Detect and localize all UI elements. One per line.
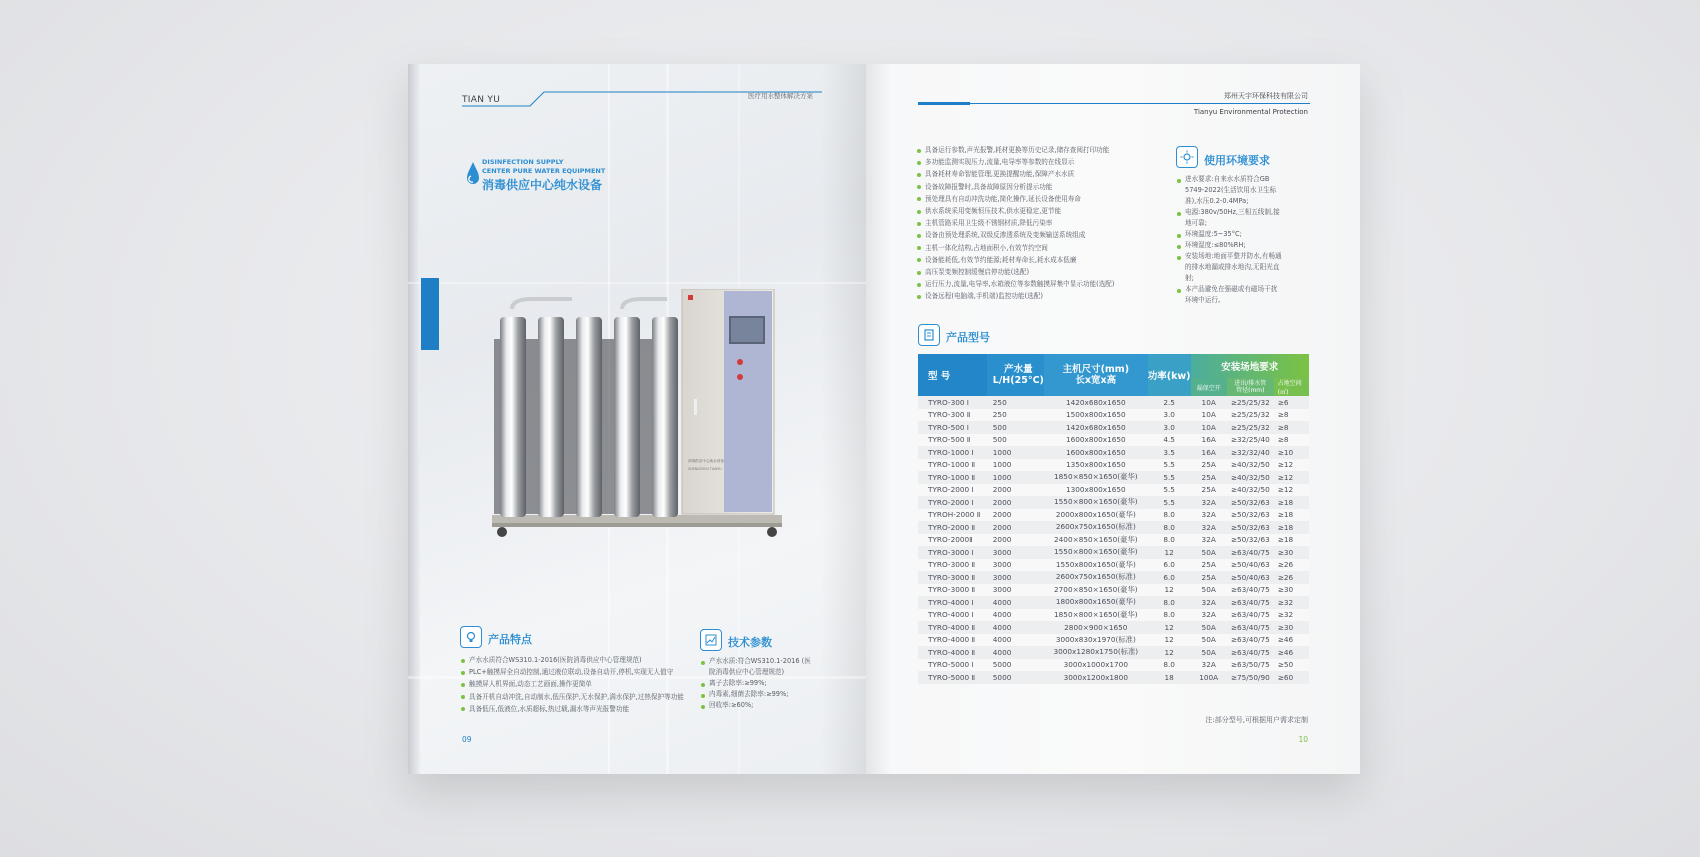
table-cell: 3000 <box>987 571 1044 584</box>
table-row <box>918 634 1309 647</box>
table-cell: TYRO-1000 Ⅰ <box>918 446 987 459</box>
table-cell: ≥32/32/40 <box>1227 446 1274 459</box>
table-cell: 2800×900×1650 <box>1044 621 1148 634</box>
table-cell: TYRO-3000 Ⅱ <box>918 571 987 584</box>
table-cell: ≥63/40/75 <box>1227 584 1274 597</box>
table-cell: 32A <box>1191 596 1227 609</box>
table-row <box>918 546 1309 559</box>
header-size: 主机尺寸(mm) 长x宽x高 <box>1044 354 1148 396</box>
table-cell: ≥30 <box>1274 546 1309 559</box>
table-cell: TYRO-1000 Ⅱ <box>918 459 987 472</box>
table-cell: 1550×800×1650(豪华) <box>1044 496 1148 509</box>
header-install: 安装场地要求 <box>1191 354 1309 378</box>
table-cell: ≥63/50/75 <box>1227 659 1274 672</box>
brand-name: TIAN YU <box>462 95 501 105</box>
tech-list <box>700 656 812 711</box>
table-cell: TYRO-3000 Ⅱ <box>918 559 987 572</box>
table-cell: 500 <box>987 421 1044 434</box>
table-cell: 250 <box>987 409 1044 422</box>
chart-doc-icon <box>700 629 722 651</box>
table-cell: 12 <box>1148 584 1191 597</box>
table-cell: 50A <box>1191 584 1227 597</box>
table-cell: 1850×850×1650(豪华) <box>1044 471 1148 484</box>
right-features-list <box>916 144 1114 303</box>
table-row <box>918 609 1309 622</box>
table-cell: 2600x750x1650(标准) <box>1044 521 1148 534</box>
table-row <box>918 434 1309 447</box>
page-number: 10 <box>1298 735 1308 744</box>
table-cell: 4000 <box>987 646 1044 659</box>
table-cell: ≥60 <box>1274 671 1309 684</box>
list-item: 运行压力,流量,电导率,水箱液位等参数触摸屏集中显示功能(选配) <box>916 278 1114 290</box>
header-line <box>970 103 1310 104</box>
table-cell: 8.0 <box>1148 596 1191 609</box>
table-cell: ≥30 <box>1274 621 1309 634</box>
list-item: 设备故障报警时,具备故障原因分析提示功能 <box>916 181 1114 193</box>
header-power: 功率(kw) <box>1148 354 1191 396</box>
table-cell: 2000 <box>987 484 1044 497</box>
list-item: 电源:380v/50Hz,三相五线制,接地可靠; <box>1176 207 1282 229</box>
header-pipe: 进出/排水管 管径(mm) <box>1227 378 1274 396</box>
table-cell: 3000x830x1970(标准) <box>1044 634 1148 647</box>
table-cell: ≥32 <box>1274 609 1309 622</box>
blue-accent-tab <box>421 278 439 350</box>
list-item: 具备运行参数,声光报警,耗材更换等历史记录,储存查阅打印功能 <box>916 144 1114 156</box>
list-item: 具备低压,低液位,水质超标,热过载,漏水等声光报警功能 <box>460 703 684 715</box>
table-cell: 1000 <box>987 446 1044 459</box>
list-item: 安装场地:地面平整并防水,有畅通的排水地漏或排水地沟,无阳光直射; <box>1176 251 1282 284</box>
company-name-en: Tianyu Environmental Protection <box>1193 108 1308 116</box>
table-cell: 1000 <box>987 459 1044 472</box>
table-cell: ≥18 <box>1274 496 1309 509</box>
table-cell: 25A <box>1191 559 1227 572</box>
table-cell: ≥8 <box>1274 421 1309 434</box>
table-cell: 5.5 <box>1148 484 1191 497</box>
header-accent-bar <box>918 102 970 105</box>
features-list <box>460 654 684 715</box>
table-cell: ≥12 <box>1274 471 1309 484</box>
table-cell: ≥63/40/75 <box>1227 609 1274 622</box>
table-cell: ≥46 <box>1274 634 1309 647</box>
table-cell: ≥50/32/63 <box>1227 534 1274 547</box>
table-cell: 2700×850×1650(豪华) <box>1044 584 1148 597</box>
table-cell: 32A <box>1191 609 1227 622</box>
table-cell: TYRO-2000Ⅱ <box>918 534 987 547</box>
table-cell: 3.0 <box>1148 409 1191 422</box>
features-title: 产品特点 <box>488 633 532 646</box>
table-cell: ≥63/40/75 <box>1227 596 1274 609</box>
table-cell: TYRO-500 Ⅱ <box>918 434 987 447</box>
header-leak: 漏保空开 <box>1191 378 1227 396</box>
header-model: 型 号 <box>918 354 987 396</box>
table-cell: 32A <box>1191 521 1227 534</box>
list-item: 产水水质符合WS310.1-2016(医院消毒供应中心管理规范) <box>460 654 684 666</box>
table-cell: ≥40/32/50 <box>1227 484 1274 497</box>
machine-label-1: 消毒供应中心纯水设备 <box>688 459 724 463</box>
table-cell: 1420x680x1650 <box>1044 396 1148 409</box>
product-title-en: DISINFECTION SUPPLY CENTER PURE WATER EQUIPMENT <box>482 158 606 175</box>
header-flow: 产水量 L/H(25°C) <box>987 354 1044 396</box>
table-cell: 250 <box>987 396 1044 409</box>
table-cell: 3000 <box>987 546 1044 559</box>
table-cell: 25A <box>1191 459 1227 472</box>
table-cell: 1350x800x1650 <box>1044 459 1148 472</box>
list-item: 回收率:≥60%; <box>700 700 812 711</box>
list-item: 设备由预处理系统,双级反渗透系统及变频输送系统组成 <box>916 229 1114 241</box>
list-item: 具备耗材寿命智能管理,更换提醒功能,保障产水水质 <box>916 168 1114 180</box>
list-item: 具备开机自动冲洗,自动制水,低压保护,无水保护,满水保护,过热保护等功能 <box>460 691 684 703</box>
table-cell: 32A <box>1191 509 1227 522</box>
table-cell: 6.0 <box>1148 571 1191 584</box>
list-item: 预处理具有自动冲洗功能,简化操作,延长设备使用寿命 <box>916 193 1114 205</box>
list-item: 设备能耗低,有效节约能源;耗材寿命长,耗水成本低廉 <box>916 254 1114 266</box>
table-cell: 10A <box>1191 396 1227 409</box>
table-cell: 18 <box>1148 671 1191 684</box>
table-cell: ≥50 <box>1274 659 1309 672</box>
table-cell: TYRO-4000 Ⅱ <box>918 634 987 647</box>
table-cell: TYRO-4000 Ⅰ <box>918 596 987 609</box>
table-cell: 50A <box>1191 646 1227 659</box>
table-cell: 12 <box>1148 646 1191 659</box>
table-cell: TYRO-2000 Ⅱ <box>918 521 987 534</box>
table-cell: TYRO-4000 Ⅱ <box>918 646 987 659</box>
table-title: 产品型号 <box>946 331 990 344</box>
table-cell: TYRO-5000 Ⅰ <box>918 659 987 672</box>
table-cell: TYRO-500 Ⅰ <box>918 421 987 434</box>
table-cell: 12 <box>1148 634 1191 647</box>
table-cell: 8.0 <box>1148 521 1191 534</box>
table-row <box>918 671 1309 684</box>
table-cell: ≥25/25/32 <box>1227 421 1274 434</box>
list-item: 内毒素,细菌去除率:≥99%; <box>700 689 812 700</box>
list-item: 离子去除率:≥99%; <box>700 678 812 689</box>
table-cell: 6.0 <box>1148 559 1191 572</box>
table-cell: 16A <box>1191 434 1227 447</box>
table-cell: ≥46 <box>1274 646 1309 659</box>
table-cell: ≥32/25/40 <box>1227 434 1274 447</box>
list-item: 本产品避免在强磁或有磁场干扰环境中运行。 <box>1176 284 1282 306</box>
product-model-table <box>918 354 1309 684</box>
table-cell: ≥30 <box>1274 584 1309 597</box>
table-cell: TYRO-1000 Ⅱ <box>918 471 987 484</box>
table-row <box>918 571 1309 584</box>
table-cell: 1300x800x1650 <box>1044 484 1148 497</box>
table-cell: 5.5 <box>1148 471 1191 484</box>
env-title: 使用环境要求 <box>1204 154 1270 167</box>
table-row <box>918 496 1309 509</box>
table-cell: TYRO-300 Ⅰ <box>918 396 987 409</box>
table-cell: 5.5 <box>1148 496 1191 509</box>
table-cell: 16A <box>1191 446 1227 459</box>
table-cell: 3000x1200x1800 <box>1044 671 1148 684</box>
table-cell: 5000 <box>987 671 1044 684</box>
table-cell: ≥10 <box>1274 446 1309 459</box>
table-cell: 1550×800×1650(豪华) <box>1044 546 1148 559</box>
table-cell: ≥18 <box>1274 521 1309 534</box>
table-cell: 10A <box>1191 421 1227 434</box>
lightbulb-icon <box>460 626 482 648</box>
table-cell: 4000 <box>987 621 1044 634</box>
table-cell: 1850×800×1650(豪华) <box>1044 609 1148 622</box>
table-cell: 50A <box>1191 546 1227 559</box>
table-row <box>918 646 1309 659</box>
table-row <box>918 559 1309 572</box>
table-row <box>918 421 1309 434</box>
table-cell: 5.5 <box>1148 459 1191 472</box>
table-cell: 1000 <box>987 471 1044 484</box>
table-cell: ≥18 <box>1274 509 1309 522</box>
table-cell: 4000 <box>987 596 1044 609</box>
product-title-cn: 消毒供应中心纯水设备 <box>482 178 603 192</box>
table-cell: ≥63/40/75 <box>1227 646 1274 659</box>
table-cell: 2400×850×1650(豪华) <box>1044 534 1148 547</box>
table-cell: ≥8 <box>1274 409 1309 422</box>
table-cell: 10A <box>1191 409 1227 422</box>
table-cell: ≥40/32/50 <box>1227 459 1274 472</box>
table-row <box>918 534 1309 547</box>
table-cell: 8.0 <box>1148 534 1191 547</box>
left-page <box>408 64 866 774</box>
table-cell: TYRO-3000 Ⅰ <box>918 546 987 559</box>
list-item: 进水要求:自来水水质符合GB 5749-2022(生活饮用水卫生标准),水压0.2-0.4MPa; <box>1176 174 1282 207</box>
table-cell: ≥32 <box>1274 596 1309 609</box>
table-cell: 8.0 <box>1148 609 1191 622</box>
table-cell: 1550x800x1650(豪华) <box>1044 559 1148 572</box>
table-cell: ≥75/50/90 <box>1227 671 1274 684</box>
table-cell: 4000 <box>987 609 1044 622</box>
table-cell: 25A <box>1191 571 1227 584</box>
table-cell: TYRO-4000 Ⅱ <box>918 621 987 634</box>
env-list <box>1176 174 1282 306</box>
table-row <box>918 396 1309 409</box>
table-cell: 3000x1000x1700 <box>1044 659 1148 672</box>
table-cell: 2000 <box>987 509 1044 522</box>
table-cell: 50A <box>1191 621 1227 634</box>
open-brochure <box>408 64 1360 774</box>
table-cell: 2000x800x1650(豪华) <box>1044 509 1148 522</box>
table-cell: 4.5 <box>1148 434 1191 447</box>
table-row <box>918 509 1309 522</box>
table-row <box>918 484 1309 497</box>
table-cell: 12 <box>1148 621 1191 634</box>
table-cell: 25A <box>1191 471 1227 484</box>
list-item: 供水系统采用变频恒压技术,供水更稳定,更节能 <box>916 205 1114 217</box>
list-item: 环境湿度:≤80%RH; <box>1176 240 1282 251</box>
table-cell: TYRO-300 Ⅱ <box>918 409 987 422</box>
table-cell: 3000 <box>987 584 1044 597</box>
table-cell: 2000 <box>987 534 1044 547</box>
table-cell: 4000 <box>987 634 1044 647</box>
table-cell: ≥50/40/63 <box>1227 559 1274 572</box>
table-cell: ≥40/32/50 <box>1227 471 1274 484</box>
table-cell: TYRO-4000 Ⅰ <box>918 609 987 622</box>
table-cell: 3000x1280x1750(标准) <box>1044 646 1148 659</box>
table-cell: 50A <box>1191 634 1227 647</box>
right-page <box>866 64 1360 774</box>
page-number: 09 <box>462 735 472 744</box>
table-cell: 12 <box>1148 546 1191 559</box>
table-note: 注:部分型号,可根据用户需求定制 <box>1205 716 1308 724</box>
table-cell: TYRO-3000 Ⅱ <box>918 584 987 597</box>
table-cell: 1500x800x1650 <box>1044 409 1148 422</box>
table-cell: 3.0 <box>1148 421 1191 434</box>
table-cell: 2600x750x1650(标准) <box>1044 571 1148 584</box>
list-item: 高压泵变频控制缓慢启停功能(选配) <box>916 266 1114 278</box>
product-model-icon <box>918 324 940 346</box>
table-cell: 500 <box>987 434 1044 447</box>
table-cell: 1800x800x1650(豪华) <box>1044 596 1148 609</box>
header-space: 占地空间(㎡) <box>1274 378 1309 396</box>
table-body <box>918 396 1309 684</box>
header-right-text: 医疗用水整体解决方案 <box>748 92 813 100</box>
table-row <box>918 659 1309 672</box>
environment-icon <box>1176 146 1198 168</box>
table-cell: 3.5 <box>1148 446 1191 459</box>
table-cell: 3000 <box>987 559 1044 572</box>
table-cell: 1600x800x1650 <box>1044 434 1148 447</box>
table-cell: 2.5 <box>1148 396 1191 409</box>
table-row <box>918 521 1309 534</box>
table-cell: 2000 <box>987 521 1044 534</box>
table-cell: 1600x800x1650 <box>1044 446 1148 459</box>
table-row <box>918 459 1309 472</box>
table-cell: 25A <box>1191 484 1227 497</box>
table-cell: ≥25/25/32 <box>1227 409 1274 422</box>
table-row <box>918 584 1309 597</box>
table-cell: 32A <box>1191 659 1227 672</box>
table-cell: ≥6 <box>1274 396 1309 409</box>
list-item: 环境温度:5~35°C; <box>1176 229 1282 240</box>
list-item: PLC+触摸屏全自动控制,通过液位联动,设备自动开,停机,实现无人值守 <box>460 666 684 678</box>
pure-water-equipment-image <box>492 289 782 579</box>
table-cell: ≥25/25/32 <box>1227 396 1274 409</box>
list-item: 主机管路采用卫生级不锈钢材质,降低污染率 <box>916 217 1114 229</box>
table-cell: ≥63/40/75 <box>1227 621 1274 634</box>
table-cell: ≥12 <box>1274 484 1309 497</box>
list-item: 产水水质:符合WS310.1-2016 (医院消毒供应中心管理规范) <box>700 656 812 678</box>
table-cell: 32A <box>1191 496 1227 509</box>
table-cell: ≥50/32/63 <box>1227 496 1274 509</box>
list-item: 多功能监测实现压力,流量,电导率等参数的在线显示 <box>916 156 1114 168</box>
list-item: 设备远程(电脑端,手机端)监控功能(选配) <box>916 290 1114 302</box>
table-cell: ≥50/32/63 <box>1227 521 1274 534</box>
table-cell: 100A <box>1191 671 1227 684</box>
table-cell: ≥50/40/63 <box>1227 571 1274 584</box>
table-cell: ≥8 <box>1274 434 1309 447</box>
table-cell: ≥26 <box>1274 559 1309 572</box>
table-cell: ≥63/40/75 <box>1227 634 1274 647</box>
table-cell: TYROH-2000 Ⅱ <box>918 509 987 522</box>
table-row <box>918 621 1309 634</box>
table-cell: 8.0 <box>1148 509 1191 522</box>
table-cell: TYRO-2000 Ⅰ <box>918 484 987 497</box>
table-cell: ≥12 <box>1274 459 1309 472</box>
water-drop-icon <box>466 161 480 189</box>
list-item: 主机一体化结构,占地面积小,有效节约空间 <box>916 242 1114 254</box>
table-cell: 1420x680x1650 <box>1044 421 1148 434</box>
table-cell: TYRO-5000 Ⅱ <box>918 671 987 684</box>
table-cell: TYRO-2000 Ⅰ <box>918 496 987 509</box>
table-row <box>918 596 1309 609</box>
company-name-cn: 郑州天宇环保科技有限公司 <box>1224 92 1308 100</box>
table-row <box>918 409 1309 422</box>
table-cell: ≥50/32/63 <box>1227 509 1274 522</box>
table-cell: ≥26 <box>1274 571 1309 584</box>
table-cell: 32A <box>1191 534 1227 547</box>
table-cell: 2000 <box>987 496 1044 509</box>
table-cell: 8.0 <box>1148 659 1191 672</box>
table-row <box>918 446 1309 459</box>
table-row <box>918 471 1309 484</box>
table-cell: 5000 <box>987 659 1044 672</box>
table-cell: ≥63/40/75 <box>1227 546 1274 559</box>
machine-label-2: ZHENGZHOU TIANYU <box>688 467 722 471</box>
table-cell: ≥18 <box>1274 534 1309 547</box>
list-item: 触摸屏人机界面,动态工艺画面,操作更简单 <box>460 678 684 690</box>
tech-title: 技术参数 <box>728 636 772 649</box>
